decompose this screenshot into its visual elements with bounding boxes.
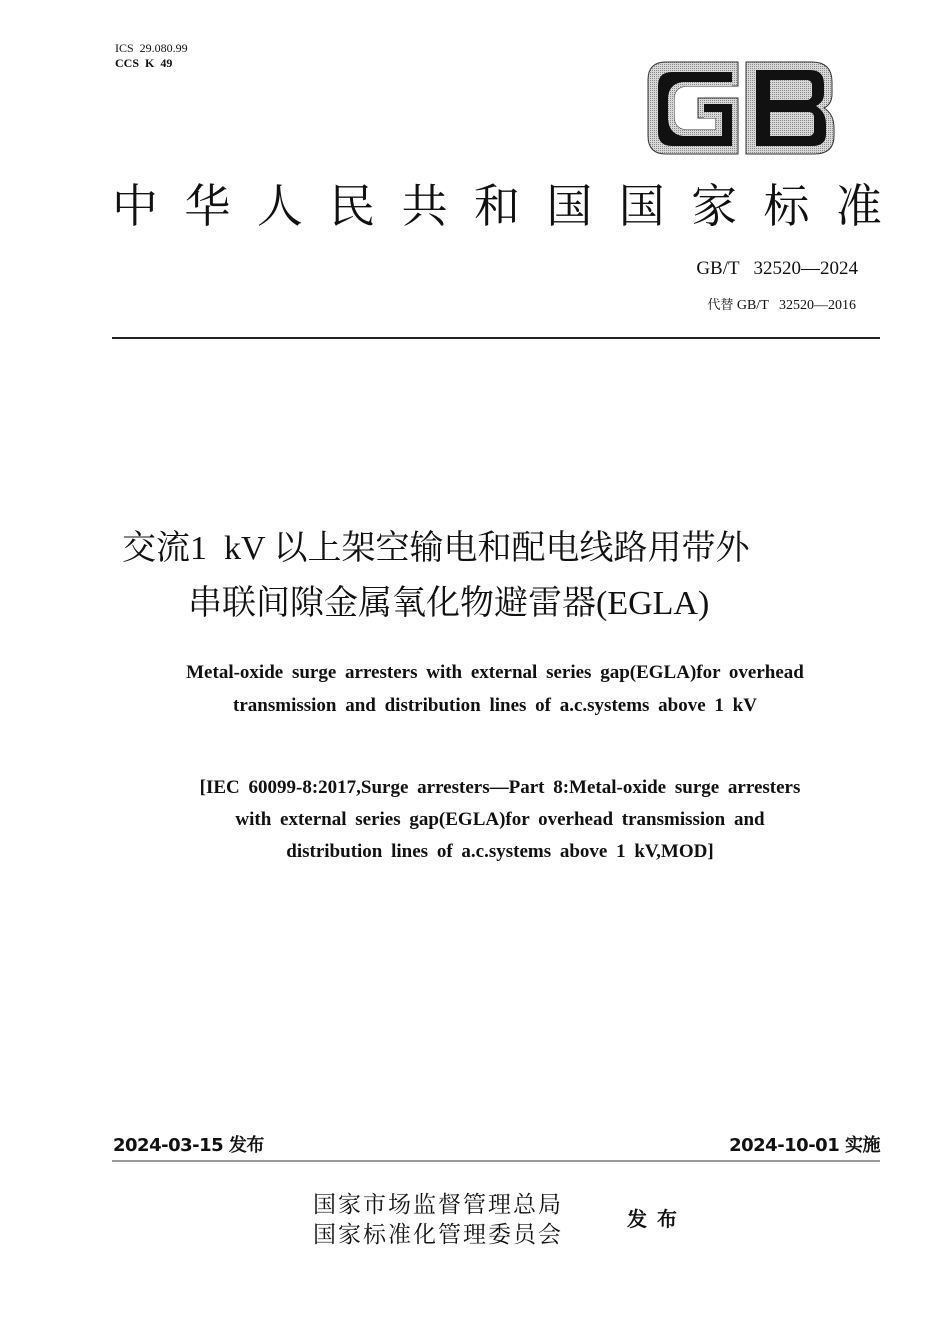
heading-char: 家 xyxy=(691,179,738,233)
iec-reference-line-2: with external series gap(EGLA)for overhead transmission and xyxy=(235,809,765,830)
chinese-title-line-2 xyxy=(0,576,950,631)
replaces-number: GB/T 32520—2016 xyxy=(733,298,856,313)
chinese-title xyxy=(0,521,950,631)
gb-standard-logo-icon xyxy=(646,60,836,156)
title-text: 串联间隙金属氧化物避雷器 xyxy=(188,583,596,623)
heading-char: 人 xyxy=(256,179,303,233)
title-text: 交流 xyxy=(122,528,190,568)
heading-char: 华 xyxy=(184,179,231,233)
heading-char: 和 xyxy=(473,179,520,233)
heading-char: 国 xyxy=(618,179,665,233)
heading-char: 中 xyxy=(112,179,158,233)
header-divider xyxy=(112,337,880,339)
issuer-samr: 国家市场监督管理总局 xyxy=(313,1192,563,1218)
iec-reference xyxy=(100,772,900,868)
ccs-code: CCS K 49 xyxy=(115,56,173,70)
english-title-line-1: Metal-oxide surge arresters with external series gap(EGLA)for overhead xyxy=(186,662,804,683)
issue-date: 2024-03-15 发布 xyxy=(113,1135,264,1156)
heading-char: 准 xyxy=(835,179,882,233)
replaces-label: 代替 xyxy=(707,298,734,313)
publish-label: 发布 xyxy=(627,1207,687,1231)
footer-divider xyxy=(112,1160,880,1162)
standard-number: GB/T 32520—2024 xyxy=(696,258,858,279)
heading-char: 标 xyxy=(763,179,810,233)
issuing-authorities xyxy=(313,1190,563,1250)
title-text: 以上架空输电和配电线路用带外 xyxy=(273,528,750,568)
title-text-latin: 1 kV xyxy=(190,530,274,567)
heading-char: 民 xyxy=(329,179,376,233)
replaces-standard xyxy=(707,294,856,314)
heading-char: 国 xyxy=(546,179,593,233)
iec-reference-line-3: distribution lines of a.c.systems above 1 kV,MOD] xyxy=(286,841,714,862)
issuer-sac: 国家标准化管理委员会 xyxy=(313,1222,563,1248)
implementation-date: 2024-10-01 实施 xyxy=(729,1135,880,1156)
classification-codes xyxy=(115,41,188,71)
ics-code: ICS 29.080.99 xyxy=(115,41,188,55)
english-title xyxy=(100,656,890,722)
chinese-title-line-1 xyxy=(0,521,950,576)
national-standard-heading xyxy=(112,176,882,236)
heading-char: 共 xyxy=(401,179,448,233)
title-text-latin: (EGLA) xyxy=(596,585,710,622)
iec-reference-line-1: [IEC 60099-8:2017,Surge arresters—Part 8:Metal-oxide surge arresters xyxy=(199,777,801,798)
english-title-line-2: transmission and distribution lines of a.c.systems above 1 kV xyxy=(233,695,757,716)
